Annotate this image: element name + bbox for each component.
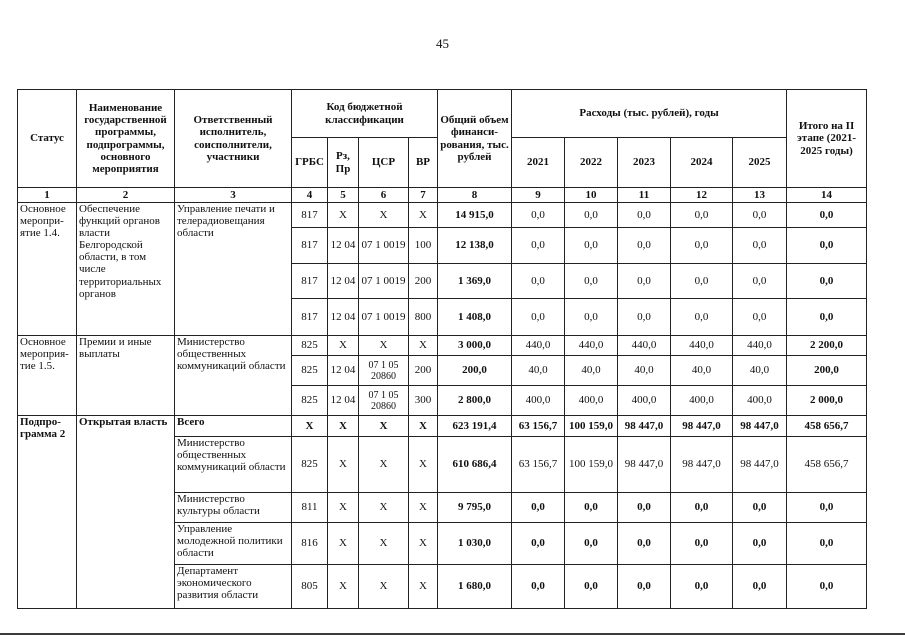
vr-cell: X — [409, 523, 438, 565]
col-number: 13 — [733, 188, 787, 203]
year-2025-cell: 400,0 — [733, 386, 787, 416]
total-cell: 12 138,0 — [438, 228, 512, 264]
csr-cell: X — [359, 437, 409, 493]
year-2022-cell: 440,0 — [565, 336, 618, 356]
total-cell: 9 795,0 — [438, 493, 512, 523]
total-cell: 14 915,0 — [438, 203, 512, 228]
grbs-cell: 816 — [292, 523, 328, 565]
col-number: 7 — [409, 188, 438, 203]
table-row — [18, 336, 867, 356]
year-2021-cell: 0,0 — [512, 264, 565, 299]
vr-cell: 800 — [409, 299, 438, 336]
year-2022-cell: 400,0 — [565, 386, 618, 416]
itogo-cell: 0,0 — [787, 493, 867, 523]
col-number: 8 — [438, 188, 512, 203]
rzpr-cell: 12 04 — [328, 386, 359, 416]
year-2024-cell: 98 447,0 — [671, 437, 733, 493]
header-year-2021: 2021 — [512, 138, 565, 188]
col-number: 10 — [565, 188, 618, 203]
header-program-name: Наименование государственной программы, подпрограммы, основного мероприятия — [77, 90, 175, 188]
rzpr-cell: X — [328, 203, 359, 228]
itogo-cell: 2 000,0 — [787, 386, 867, 416]
rzpr-cell: X — [328, 565, 359, 609]
total-cell: 1 369,0 — [438, 264, 512, 299]
budget-table — [17, 89, 867, 609]
year-2025-cell: 0,0 — [733, 299, 787, 336]
grbs-cell: 825 — [292, 336, 328, 356]
csr-cell: X — [359, 203, 409, 228]
year-2021-cell: 0,0 — [512, 203, 565, 228]
total-cell: 2 800,0 — [438, 386, 512, 416]
year-2025-cell: 0,0 — [733, 203, 787, 228]
header-total: Общий объем финанси-рования, тыс. рублей — [438, 90, 512, 188]
grbs-cell: 817 — [292, 299, 328, 336]
header-year-2022: 2022 — [565, 138, 618, 188]
vr-cell: X — [409, 565, 438, 609]
col-number: 4 — [292, 188, 328, 203]
rzpr-cell: X — [328, 493, 359, 523]
year-2024-cell: 98 447,0 — [671, 416, 733, 437]
rzpr-cell: X — [328, 416, 359, 437]
responsible-cell: Министерство общественных коммуникаций области — [175, 437, 292, 493]
vr-cell: X — [409, 416, 438, 437]
header-status: Статус — [18, 90, 77, 188]
col-number: 5 — [328, 188, 359, 203]
year-2021-cell: 63 156,7 — [512, 416, 565, 437]
table-row — [18, 203, 867, 228]
year-2023-cell: 98 447,0 — [618, 437, 671, 493]
csr-cell: 07 1 0019 — [359, 264, 409, 299]
total-cell: 3 000,0 — [438, 336, 512, 356]
itogo-cell: 0,0 — [787, 299, 867, 336]
year-2022-cell: 0,0 — [565, 228, 618, 264]
responsible-cell: Управление печати и телерадиовещания области — [175, 203, 292, 336]
col-number: 14 — [787, 188, 867, 203]
year-2021-cell: 0,0 — [512, 493, 565, 523]
year-2025-cell: 0,0 — [733, 228, 787, 264]
header-year-2023: 2023 — [618, 138, 671, 188]
itogo-cell: 2 200,0 — [787, 336, 867, 356]
header-grbs: ГРБС — [292, 138, 328, 188]
rzpr-cell: 12 04 — [328, 299, 359, 336]
year-2021-cell: 0,0 — [512, 523, 565, 565]
csr-cell: 07 1 05 20860 — [359, 386, 409, 416]
status-cell: Основное мероприя-тие 1.5. — [18, 336, 77, 416]
year-2024-cell: 0,0 — [671, 523, 733, 565]
column-number-row — [18, 188, 867, 203]
total-cell: 1 030,0 — [438, 523, 512, 565]
rzpr-cell: 12 04 — [328, 356, 359, 386]
year-2023-cell: 0,0 — [618, 523, 671, 565]
csr-cell: 07 1 05 20860 — [359, 356, 409, 386]
status-cell: Подпро-грамма 2 — [18, 416, 77, 609]
year-2024-cell: 0,0 — [671, 228, 733, 264]
vr-cell: 300 — [409, 386, 438, 416]
year-2024-cell: 0,0 — [671, 565, 733, 609]
year-2021-cell: 400,0 — [512, 386, 565, 416]
year-2025-cell: 0,0 — [733, 523, 787, 565]
vr-cell: X — [409, 493, 438, 523]
year-2024-cell: 440,0 — [671, 336, 733, 356]
program-name-cell: Премии и иные выплаты — [77, 336, 175, 416]
vr-cell: 200 — [409, 264, 438, 299]
year-2023-cell: 0,0 — [618, 264, 671, 299]
year-2023-cell: 0,0 — [618, 565, 671, 609]
year-2022-cell: 0,0 — [565, 523, 618, 565]
grbs-cell: 825 — [292, 356, 328, 386]
year-2021-cell: 440,0 — [512, 336, 565, 356]
grbs-cell: 817 — [292, 264, 328, 299]
header-expenses: Расходы (тыс. рублей), годы — [512, 90, 787, 138]
year-2023-cell: 0,0 — [618, 299, 671, 336]
rzpr-cell: 12 04 — [328, 228, 359, 264]
grbs-cell: X — [292, 416, 328, 437]
csr-cell: X — [359, 416, 409, 437]
grbs-cell: 825 — [292, 386, 328, 416]
csr-cell: X — [359, 565, 409, 609]
itogo-cell: 458 656,7 — [787, 437, 867, 493]
responsible-cell: Министерство культуры области — [175, 493, 292, 523]
responsible-cell: Департамент экономического развития области — [175, 565, 292, 609]
year-2021-cell: 0,0 — [512, 565, 565, 609]
csr-cell: X — [359, 336, 409, 356]
total-cell: 1 680,0 — [438, 565, 512, 609]
year-2023-cell: 440,0 — [618, 336, 671, 356]
grbs-cell: 811 — [292, 493, 328, 523]
csr-cell: 07 1 0019 — [359, 299, 409, 336]
year-2023-cell: 0,0 — [618, 203, 671, 228]
year-2023-cell: 40,0 — [618, 356, 671, 386]
vr-cell: X — [409, 437, 438, 493]
year-2021-cell: 0,0 — [512, 299, 565, 336]
program-name-cell: Обеспечение функций органов власти Белгородской области, в том числе территориальных органов — [77, 203, 175, 336]
col-number: 2 — [77, 188, 175, 203]
col-number: 12 — [671, 188, 733, 203]
col-number: 6 — [359, 188, 409, 203]
csr-cell: 07 1 0019 — [359, 228, 409, 264]
responsible-cell: Министерство общественных коммуникаций области — [175, 336, 292, 416]
col-number: 9 — [512, 188, 565, 203]
header-year-2025: 2025 — [733, 138, 787, 188]
header-vr: ВР — [409, 138, 438, 188]
vr-cell: 200 — [409, 356, 438, 386]
year-2025-cell: 98 447,0 — [733, 437, 787, 493]
rzpr-cell: X — [328, 523, 359, 565]
vr-cell: 100 — [409, 228, 438, 264]
csr-cell: X — [359, 523, 409, 565]
scan-bottom-edge — [0, 633, 905, 635]
header-rzpr: Рз, Пр — [328, 138, 359, 188]
year-2023-cell: 0,0 — [618, 228, 671, 264]
year-2024-cell: 0,0 — [671, 493, 733, 523]
year-2025-cell: 0,0 — [733, 493, 787, 523]
col-number: 3 — [175, 188, 292, 203]
rzpr-cell: X — [328, 336, 359, 356]
year-2022-cell: 0,0 — [565, 565, 618, 609]
csr-cell: X — [359, 493, 409, 523]
col-number: 1 — [18, 188, 77, 203]
year-2022-cell: 0,0 — [565, 264, 618, 299]
total-cell: 623 191,4 — [438, 416, 512, 437]
rzpr-cell: 12 04 — [328, 264, 359, 299]
grbs-cell: 817 — [292, 228, 328, 264]
itogo-cell: 458 656,7 — [787, 416, 867, 437]
vr-cell: X — [409, 203, 438, 228]
grbs-cell: 825 — [292, 437, 328, 493]
header-csr: ЦСР — [359, 138, 409, 188]
total-cell: 200,0 — [438, 356, 512, 386]
itogo-cell: 0,0 — [787, 565, 867, 609]
year-2024-cell: 400,0 — [671, 386, 733, 416]
year-2022-cell: 0,0 — [565, 299, 618, 336]
itogo-cell: 0,0 — [787, 523, 867, 565]
itogo-cell: 0,0 — [787, 264, 867, 299]
year-2024-cell: 0,0 — [671, 203, 733, 228]
status-cell: Основное меропри-ятие 1.4. — [18, 203, 77, 336]
year-2022-cell: 40,0 — [565, 356, 618, 386]
year-2025-cell: 0,0 — [733, 264, 787, 299]
year-2023-cell: 98 447,0 — [618, 416, 671, 437]
year-2024-cell: 40,0 — [671, 356, 733, 386]
year-2021-cell: 0,0 — [512, 228, 565, 264]
grbs-cell: 817 — [292, 203, 328, 228]
header-responsible: Ответственный исполнитель, соисполнители, участники — [175, 90, 292, 188]
vr-cell: X — [409, 336, 438, 356]
year-2025-cell: 98 447,0 — [733, 416, 787, 437]
header-year-2024: 2024 — [671, 138, 733, 188]
year-2023-cell: 400,0 — [618, 386, 671, 416]
itogo-cell: 0,0 — [787, 228, 867, 264]
responsible-cell: Всего — [175, 416, 292, 437]
year-2025-cell: 0,0 — [733, 565, 787, 609]
itogo-cell: 200,0 — [787, 356, 867, 386]
year-2021-cell: 40,0 — [512, 356, 565, 386]
year-2021-cell: 63 156,7 — [512, 437, 565, 493]
header-itogo: Итого на II этапе (2021-2025 годы) — [787, 90, 867, 188]
grbs-cell: 805 — [292, 565, 328, 609]
header-budget-code: Код бюджетной классификации — [292, 90, 438, 138]
total-cell: 1 408,0 — [438, 299, 512, 336]
page-number: 45 — [436, 36, 449, 51]
responsible-cell: Управление молодежной политики области — [175, 523, 292, 565]
year-2022-cell: 100 159,0 — [565, 437, 618, 493]
year-2025-cell: 40,0 — [733, 356, 787, 386]
table-row — [18, 416, 867, 437]
rzpr-cell: X — [328, 437, 359, 493]
year-2022-cell: 0,0 — [565, 493, 618, 523]
col-number: 11 — [618, 188, 671, 203]
year-2025-cell: 440,0 — [733, 336, 787, 356]
program-name-cell: Открытая власть — [77, 416, 175, 609]
year-2022-cell: 100 159,0 — [565, 416, 618, 437]
year-2023-cell: 0,0 — [618, 493, 671, 523]
year-2024-cell: 0,0 — [671, 299, 733, 336]
year-2024-cell: 0,0 — [671, 264, 733, 299]
itogo-cell: 0,0 — [787, 203, 867, 228]
year-2022-cell: 0,0 — [565, 203, 618, 228]
total-cell: 610 686,4 — [438, 437, 512, 493]
